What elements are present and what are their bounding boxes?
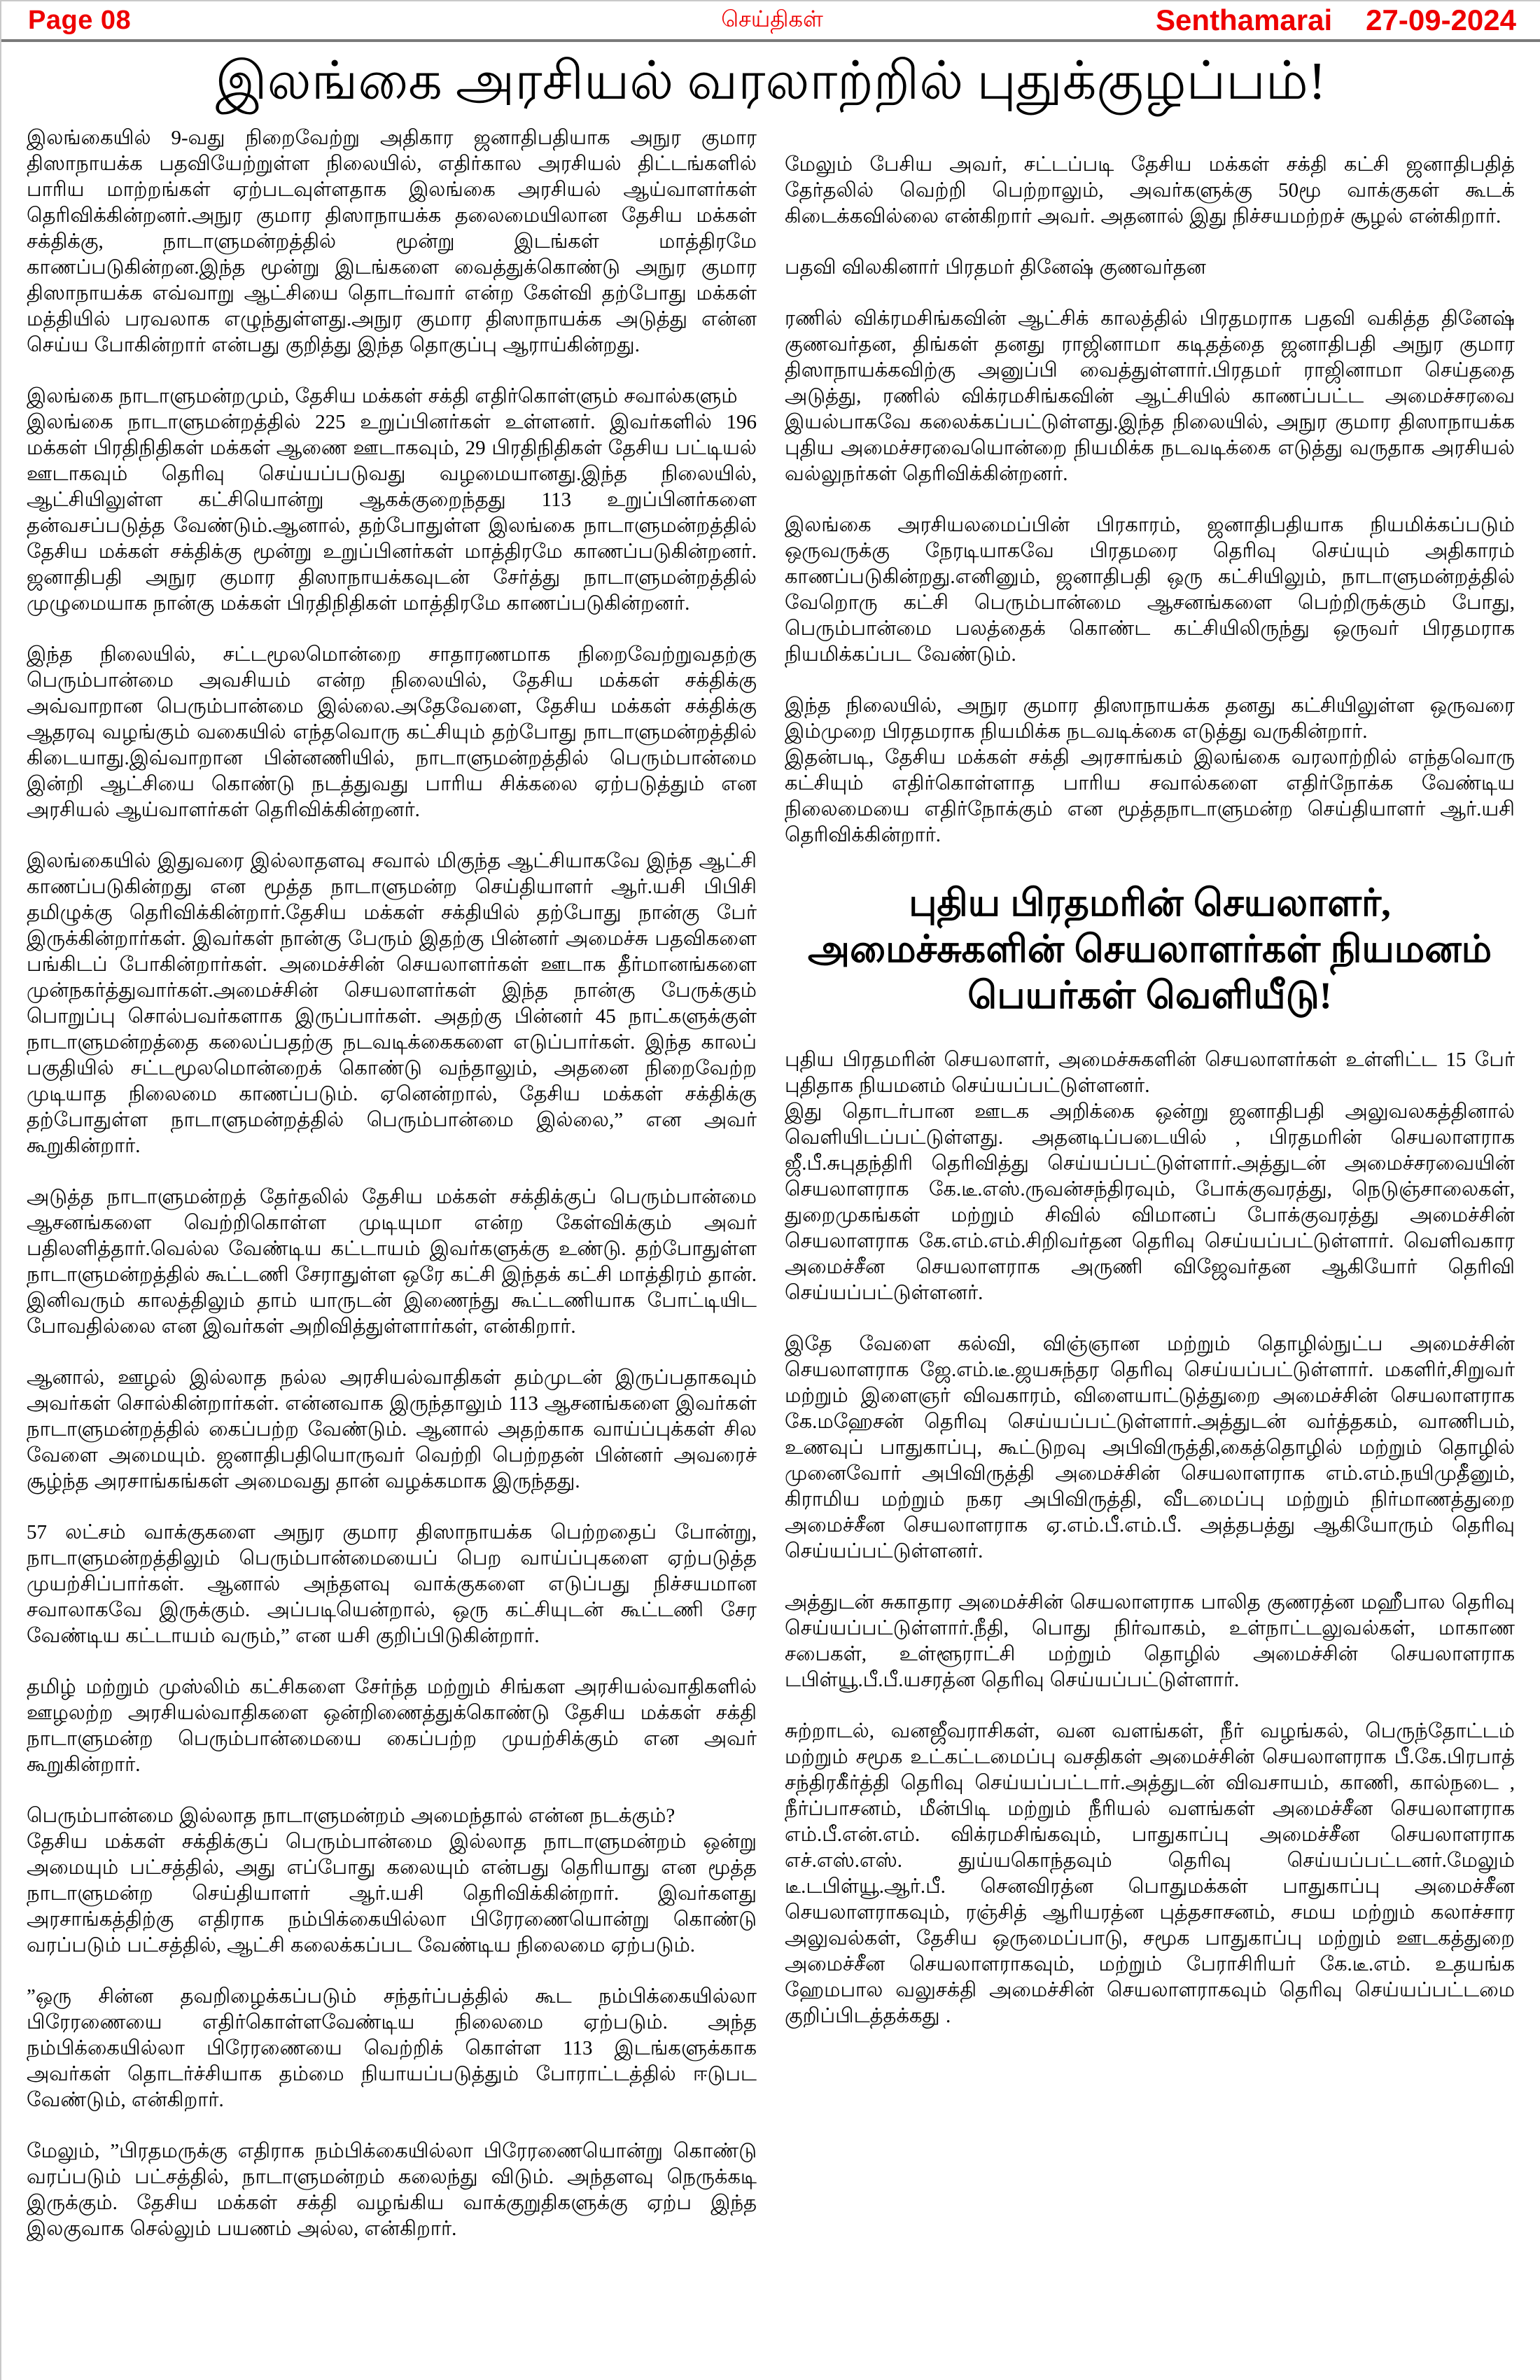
article-paragraph: இந்த நிலையில், அநுர குமார திஸாநாயக்க தனது கட்சியிலுள்ள ஒருவரை இம்முறை பிரதமராக நியமிக்க நடவடிக்கை எடுத்து வருகின்றார். xyxy=(785,694,1515,743)
main-headline: இலங்கை அரசியல் வரலாற்றில் புதுக்குழப்பம்! xyxy=(215,52,1326,111)
article-columns xyxy=(1,125,1540,2351)
header-right-zone xyxy=(823,4,1516,37)
article-paragraph: இலங்கை அரசியலமைப்பின் பிரகாரம், ஜனாதிபதியாக நியமிக்கப்படும் ஒருவருக்கு நேரடியாகவே பிரதமரை தெரிவு செய்யும் அதிகாரம் காணப்படுகின்றது.எனினும், ஜனாதிபதி ஒரு கட்சியிலும், நாடாளுமன்றத்தில் வேறொரு கட்சி பெரும்பான்மை ஆசனங்களை பெற்றிருக்கும் போது, பெரும்பான்மை பலத்தைக் கொண்ட கட்சியிலிருந்து ஒருவர் பிரதமராக நியமிக்கப்பட வேண்டும். xyxy=(785,514,1515,666)
article-paragraph: இதன்படி, தேசிய மக்கள் சக்தி அரசாங்கம் இலங்கை வரலாற்றில் எந்தவொரு கட்சியும் எதிர்கொள்ளாத பாரிய சவால்களை எதிர்நோக்க வேண்டிய நிலைமையை எதிர்நோக்கும் என மூத்தநாடாளுமன்ற செய்தியாளர் ஆர்.யசி தெரிவிக்கின்றார். xyxy=(785,746,1515,847)
article-sub-headline: புதிய பிரதமரின் செயலாளர், அமைச்சுகளின் செயலாளர்கள் நியமனம் பெயர்கள் வெளியீடு! xyxy=(807,882,1492,1016)
right-column xyxy=(785,125,1515,2351)
issue-date: 27-09-2024 xyxy=(1366,4,1516,36)
article-paragraph: அத்துடன் சுகாதார அமைச்சின் செயலாளராக பாலித குணரத்ன மஹீபால தெரிவு செய்யப்பட்டுள்ளார்.நீதி, பொது நிர்வாகம், உள்நாட்டலுவல்கள், மாகாண சபைகள், உள்ளூராட்சி மற்றும் தொழில் அமைச்சின் செயலாளராக டபிள்யூ.பீ.பீ.யசரத்ன தெரிவு செய்யப்பட்டுள்ளார். xyxy=(785,1590,1515,1691)
article-paragraph: தேசிய மக்கள் சக்திக்குப் பெரும்பான்மை இல்லாத நாடாளுமன்றம் ஒன்று அமையும் பட்சத்தில், அது எப்போது கலையும் என்பது தெரியாது என மூத்த நாடாளுமன்ற செய்தியாளர் ஆர்.யசி தெரிவிக்கின்றார். இவர்களது அரசாங்கத்திற்கு எதிராக நம்பிக்கையில்லா பிரேரணையொன்று கொண்டு வரப்படும் பட்சத்தில், ஆட்சி கலைக்கப்பட வேண்டிய நிலைமை ஏற்படும். xyxy=(27,1830,757,1957)
article-paragraph: இந்த நிலையில், சட்டமூலமொன்றை சாதாரணமாக நிறைவேற்றுவதற்கு பெரும்பான்மை அவசியம் என்ற நிலையில், தேசிய மக்கள் சக்திக்கு அவ்வாறான பெரும்பான்மை இல்லை.அதேவேளை, தேசிய மக்கள் சக்திக்கு ஆதரவு வழங்கும் வகையில் எந்தவொரு கட்சியும் தற்போது நாடாளுமன்றத்தில் கிடையாது.இவ்வாறான பின்னணியில், நாடாளுமன்றத்தில் பெரும்பான்மை இன்றி ஆட்சியை கொண்டு நடத்துவது பாரிய சிக்கலை ஏற்படுத்தும் என அரசியல் ஆய்வாளர்கள் தெரிவிக்கின்றனர். xyxy=(27,643,757,822)
article-subhead: பெரும்பான்மை இல்லாத நாடாளுமன்றம் அமைந்தால் என்ன நடக்கும்? xyxy=(27,1805,676,1828)
header-left-zone xyxy=(28,6,721,36)
section-title: செய்திகள் xyxy=(721,6,823,31)
article-paragraph: இலங்கை நாடாளுமன்றத்தில் 225 உறுப்பினர்கள் உள்ளனர். இவர்களில் 196 மக்கள் பிரதிநிதிகள் மக்கள் ஆணை ஊடாகவும், 29 பிரதிநிதிகள் தேசிய பட்டியல் ஊடாகவும் தெரிவு செய்யப்படுவது வழமையானது.இந்த நிலையில், ஆட்சியிலுள்ள கட்சியொன்று ஆகக்குறைந்தது 113 உறுப்பினர்களை தன்வசப்படுத்த வேண்டும்.ஆனால், தற்போதுள்ள இலங்கை நாடாளுமன்றத்தில் தேசிய மக்கள் சக்திக்கு மூன்று உறுப்பினர்கள் மாத்திரமே காணப்படுகின்றனர். ஜனாதிபதி அநுர குமார திஸாநாயக்கவுடன் சேர்த்து நாடாளுமன்றத்தில் முழுமையாக நான்கு மக்கள் பிரதிநிதிகள் மாத்திரமே காணப்படுகின்றனர். xyxy=(27,411,757,615)
article-paragraph: மேலும், ”பிரதமருக்கு எதிராக நம்பிக்கையில்லா பிரேரணையொன்று கொண்டு வரப்படும் பட்சத்தில், நாடாளுமன்றம் கலைந்து விடும். அந்தளவு நெருக்கடி இருக்கும். தேசிய மக்கள் சக்தி வழங்கிய வாக்குறுதிகளுக்கு ஏற்ப இந்த இலகுவாக செல்லும் பயணம் அல்ல, என்கிறார். xyxy=(27,2140,757,2241)
article-paragraph: தமிழ் மற்றும் முஸ்லிம் கட்சிகளை சேர்ந்த மற்றும் சிங்கள அரசியல்வாதிகளில் ஊழலற்ற அரசியல்வாதிகளை ஒன்றிணைத்துக்கொண்டு தேசிய மக்கள் சக்தி நாடாளுமன்ற பெரும்பான்மையை கைப்பற்ற முயற்சிக்கும் என அவர் கூறுகின்றார். xyxy=(27,1676,757,1777)
article-paragraph: இலங்கையில் 9-வது நிறைவேற்று அதிகார ஜனாதிபதியாக அநுர குமார திஸாநாயக்க பதவியேற்றுள்ள நிலையில், எதிர்கால அரசியல் திட்டங்களில் பாரிய மாற்றங்கள் ஏற்படவுள்ளதாக இலங்கை அரசியல் ஆய்வாளர்கள் தெரிவிக்கின்றனர்.அநுர குமார திஸாநாயக்க தலைமையிலான தேசிய மக்கள் சக்திக்கு, நாடாளுமன்றத்தில் மூன்று இடங்கள் மாத்திரமே காணப்படுகின்றன.இந்த மூன்று இடங்களை வைத்துக்கொண்டு அநுர குமார திஸாநாயக்க எவ்வாறு ஆட்சியை தொடர்வார் என்ற கேள்வி தற்போது மக்கள் மத்தியில் பரவலாக எழுந்துள்ளது.அநுர குமார திஸாநாயக்க அடுத்து என்ன செய்ய போகின்றார் என்பது குறித்து இந்த தொகுப்பு ஆராய்கின்றது. xyxy=(27,127,757,357)
article-subhead: பதவி விலகினார் பிரதமர் தினேஷ் குணவர்தன xyxy=(785,256,1206,279)
article-paragraph: ரணில் விக்ரமசிங்கவின் ஆட்சிக் காலத்தில் பிரதமராக பதவி வகித்த தினேஷ் குணவர்தன, திங்கள் தனது ராஜினாமா கடிதத்தை ஜனாதிபதி அநுர குமார திஸாநாயக்கவிற்கு அனுப்பி வைத்துள்ளார்.பிரதமர் ராஜினாமா செய்ததை அடுத்து, ரணில் விக்ரமசிங்கவின் ஆட்சியில் காணப்பட்ட அமைச்சரவை இயல்பாகவே கலைக்கப்பட்டுள்ளது.இந்த நிலையில், அநுர குமார திஸாநாயக்க புதிய அமைச்சரவையொன்றை நியமிக்க நடவடிக்கை எடுத்து வருதாக அரசியல் வல்லுநர்கள் தெரிவிக்கின்றனர். xyxy=(785,307,1515,486)
article-paragraph: அடுத்த நாடாளுமன்றத் தேர்தலில் தேசிய மக்கள் சக்திக்குப் பெரும்பான்மை ஆசனங்களை வெற்றிகொள்ள முடியுமா என்ற கேள்விக்கும் அவர் பதிலளித்தார்.வெல்ல வேண்டிய கட்டாயம் இவர்களுக்கு உண்டு. தற்போதுள்ள நாடாளுமன்றத்தில் கூட்டணி சேராதுள்ள ஒரே கட்சி இந்தக் கட்சி மாத்திரம் தான். இனிவரும் காலத்திலும் தாம் யாருடன் இணைந்து கூட்டணியாக போட்டியிட போவதில்லை என இவர்கள் அறிவித்துள்ளார்கள், என்கிறார். xyxy=(27,1186,757,1338)
left-column xyxy=(27,125,757,2351)
article-paragraph: 57 லட்சம் வாக்குகளை அநுர குமார திஸாநாயக்க பெற்றதைப் போன்று, நாடாளுமன்றத்திலும் பெரும்பான்மையைப் பெற வாய்ப்புகளை ஏற்படுத்த முயற்சிப்பார்கள். ஆனால் அந்தளவு வாக்குகளை எடுப்பது நிச்சயமான சவாலாகவே இருக்கும். அப்படியென்றால், ஒரு கட்சியுடன் கூட்டணி சேர வேண்டிய கட்டாயம் வரும்,” என யசி குறிப்பிடுகின்றார். xyxy=(27,1521,757,1648)
article-paragraph: ”ஒரு சின்ன தவறிழைக்கப்படும் சந்தர்ப்பத்தில் கூட நம்பிக்கையில்லா பிரேரணையை எதிர்கொள்ளவேண்டிய நிலைமை ஏற்படும். அந்த நம்பிக்கையில்லா பிரேரணையை வெற்றிக் கொள்ள 113 இடங்களுக்காக அவர்கள் தொடர்ச்சியாக தம்மை நியாயப்படுத்தும் போராட்டத்தில் ஈடுபட வேண்டும், என்கிறார். xyxy=(27,1985,757,2112)
article-paragraph: ஆனால், ஊழல் இல்லாத நல்ல அரசியல்வாதிகள் தம்முடன் இருப்பதாகவும் அவர்கள் சொல்கின்றார்கள். என்னவாக இருந்தாலும் 113 ஆசனங்களை இவர்கள் நாடாளுமன்றத்தில் கைப்பற்ற வேண்டும். ஆனால் அதற்காக வாய்ப்புக்கள் சில வேளை அமையும். ஜனாதிபதியொருவர் வெற்றி பெற்றதன் பின்னர் அவரைச் சூழ்ந்த அரசாங்கங்கள் அமைவது தான் வழக்கமாக இருந்தது. xyxy=(27,1366,757,1493)
masthead: Senthamarai xyxy=(1156,4,1333,36)
article-paragraph: இதே வேளை கல்வி, விஞ்ஞான மற்றும் தொழில்நுட்ப அமைச்சின் செயலாளராக ஜே.எம்.டீ.ஜயசுந்தர தெரிவு செய்யப்பட்டுள்ளார். மகளிர்,சிறுவர் மற்றும் இளைஞர் விவகாரம், விளையாட்டுத்துறை அமைச்சின் செயலாளராக கே.மஹேசன் தெரிவு செய்யப்பட்டுள்ளார்.அத்துடன் வர்த்தகம், வாணிபம், உணவுப் பாதுகாப்பு, கூட்டுறவு அபிவிருத்தி,கைத்தொழில் மற்றும் தொழில் முனைவோர் அபிவிருத்தி அமைச்சின் செயலாளராக எம்.எம்.நயிமுதீனும், கிராமிய மற்றும் நகர அபிவிருத்தி, வீடமைப்பு மற்றும் நிர்மாணத்துறை அமைச்சீன செயலாளராக ஏ.எம்.பீ.எம்.பீ. அத்தபத்து ஆகியோரும் தெரிவு செய்யப்பட்டுள்ளனர். xyxy=(785,1332,1515,1562)
article-paragraph: இது தொடர்பான ஊடக அறிக்கை ஒன்று ஜனாதிபதி அலுவலகத்தினால் வெளியிடப்பட்டுள்ளது. அதனடிப்படையில் , பிரதமரின் செயலாளராக ஜீ.பீ.சுபுதந்திரி தெரிவித்து செய்யப்பட்டுள்ளார்.அத்துடன் அமைச்சரவையின் செயலாளராக கே.டீ.எஸ்.ருவன்சந்திரவும், போக்குவரத்து, நெடுஞ்சாலைகள், துறைமுகங்கள் மற்றும் சிவில் விமானப் போக்குவரத்து அமைச்சின் செயலாளராக கே.எம்.எம்.சிறிவர்தன தெரிவு செய்யப்பட்டுள்ளார். வெளிவகார அமைச்சீன செயலாளராக அருணி விஜேவர்தன ஆகியோர் தெரிவி செய்யப்பட்டுள்ளனர். xyxy=(785,1100,1515,1304)
page-header xyxy=(1,1,1540,42)
header-center-zone xyxy=(721,6,823,35)
article-paragraph: இலங்கையில் இதுவரை இல்லாதளவு சவால் மிகுந்த ஆட்சியாகவே இந்த ஆட்சி காணப்படுகின்றது என மூத்த நாடாளுமன்ற செய்தியாளர் ஆர்.யசி பிபிசி தமிழுக்கு தெரிவிக்கின்றார்.தேசிய மக்கள் சக்தியில் தற்போது நான்கு பேர் இருக்கின்றார்கள். இவர்கள் நான்கு பேரும் இதற்கு பின்னர் அமைச்சு பதவிகளை பங்கிடப் போகின்றார்கள். அமைச்சின் செயலாளர்கள் ஊடாக தீர்மானங்களை முன்நகர்த்துவார்கள்.அமைச்சின் செயலாளர்கள் இந்த நான்கு பேருக்கும் பொறுப்பு சொல்பவர்களாக இருப்பார்கள். அதற்கு பின்னர் 45 நாட்களுக்குள் நாடாளுமன்றத்தை கலைப்பதற்கு நடவடிக்கைகளை எடுப்பார்கள். இந்த காலப் பகுதியில் சட்டமூலமொன்றைக் கொண்டு வந்தாலும், அதனை நிறைவேற்ற முடியாத நிலைமை காணப்படும். ஏனென்றால், தேசிய மக்கள் சக்திக்கு தற்போதுள்ள நாடாளுமன்றத்தில் பெரும்பான்மை இல்லை,” என அவர் கூறுகின்றார். xyxy=(27,850,757,1158)
article-subhead: இலங்கை நாடாளுமன்றமும், தேசிய மக்கள் சக்தி எதிர்கொள்ளும் சவால்களும் xyxy=(27,385,738,408)
page-number: Page 08 xyxy=(28,5,132,35)
article-paragraph: சுற்றாடல், வனஜீவராசிகள், வன வளங்கள், நீர் வழங்கல், பெருந்தோட்டம் மற்றும் சமூக உட்கட்டமைப்பு வசதிகள் அமைச்சின் செயலாளராக பீ.கே.பிரபாத் சந்திரகீர்த்தி தெரிவு செய்யப்பட்டார்.அத்துடன் விவசாயம், காணி, கால்நடை , நீர்ப்பாசனம், மீன்பிடி மற்றும் நீரியல் வளங்கள் அமைச்சீன செயலாளராக எம்.பீ.என்.எம். விக்ரமசிங்கவும், பாதுகாப்பு அமைச்சீன செயலாளராக எச்.எஸ்.எஸ். துய்யகொந்தவும் தெரிவு செய்யப்பட்டனர்.மேலும் டீ.டபிள்யூ.ஆர்.பீ. செனவிரத்ன பொதுமக்கள் பாதுகாப்பு அமைச்சீன செயலாளராகவும், ரஞ்சித் ஆரியரத்ன புத்தசாசனம், சமய மற்றும் கலாச்சார அலுவல்கள், தேசிய ஒருமைப்பாடு, சமூக பாதுகாப்பு மற்றும் ஊடகத்துறை அமைச்சீன செயலாளராகவும், மற்றும் பேராசிரியர் கே.டீ.எம். உதயங்க ஹேமபால வலுசக்தி அமைச்சின் செயலாளராகவும் தெரிவு செய்யப்பட்டமை குறிப்பிடத்தக்கது . xyxy=(785,1719,1515,2027)
article-paragraph: புதிய பிரதமரின் செயலாளர், அமைச்சுகளின் செயலாளர்கள் உள்ளிட்ட 15 பேர் புதிதாக நியமனம் செய்யப்பட்டுள்ளனர். xyxy=(785,1048,1515,1097)
article-paragraph: மேலும் பேசிய அவர், சட்டப்படி தேசிய மக்கள் சக்தி கட்சி ஜனாதிபதித் தேர்தலில் வெற்றி பெற்றாலும், அவர்களுக்கு 50மூ வாக்குகள் கூடக் கிடைக்கவில்லை என்கிறார் அவர். அதனால் இது நிச்சயமற்றச் சூழல் என்கிறார். xyxy=(785,153,1515,228)
